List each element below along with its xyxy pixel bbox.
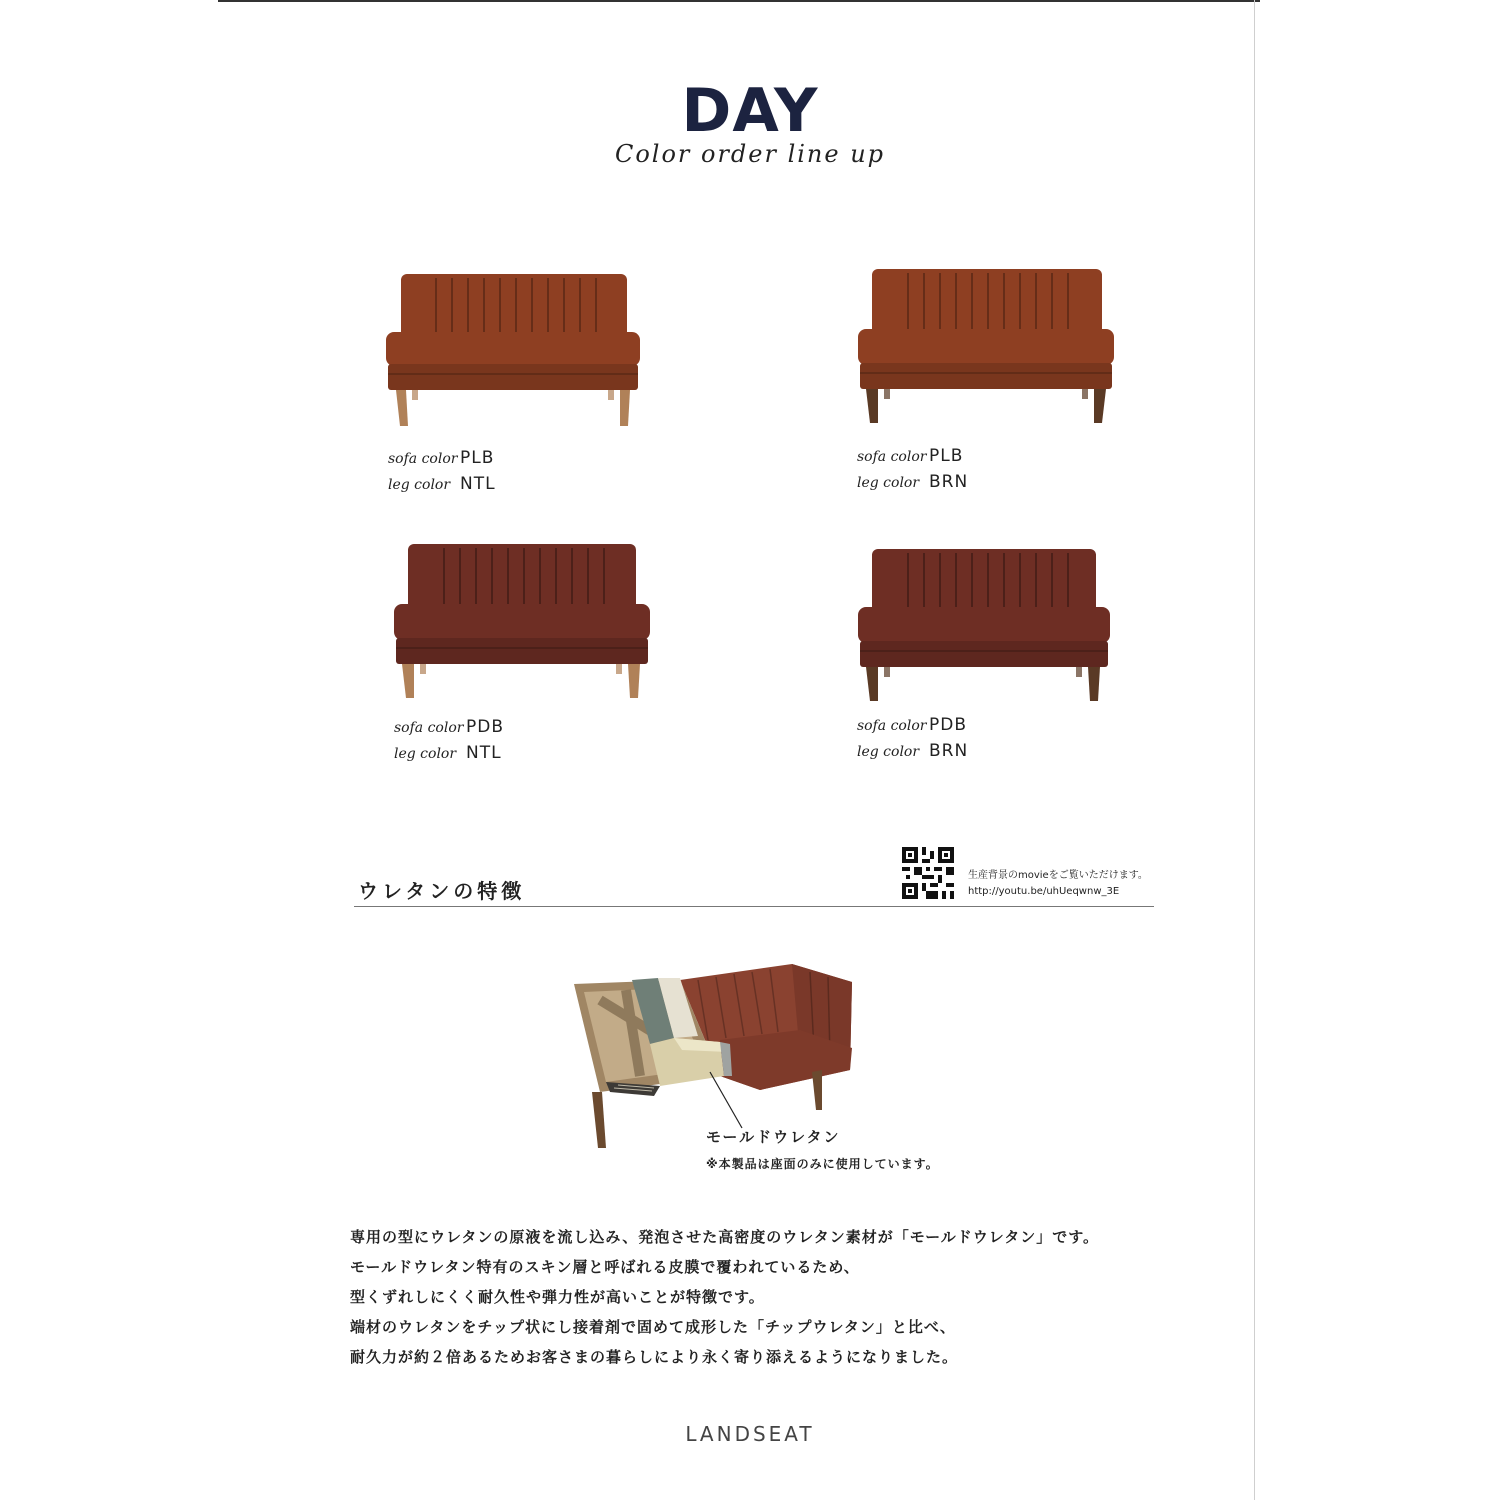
variant-caption <box>857 713 968 765</box>
sofa-image-plb-ntl <box>384 270 642 430</box>
description-line: 耐久力が約２倍あるためお客さまの暮らしにより永く寄り添えるようになりました。 <box>350 1348 959 1366</box>
callout-title: モールドウレタン <box>706 1128 841 1146</box>
variant-caption <box>394 715 504 767</box>
leg-color-value: NTL <box>466 743 502 763</box>
sofa-color-label: sofa color <box>857 449 927 465</box>
qr-caption: 生産背景のmovieをご覧いただけます。 <box>968 870 1148 881</box>
leg-color-value: BRN <box>929 472 969 492</box>
leg-color-label: leg color <box>857 475 920 491</box>
qr-caption-block <box>968 868 1148 900</box>
sofa-color-value: PDB <box>466 717 505 737</box>
callout-note: ※本製品は座面のみに使用しています。 <box>706 1157 939 1171</box>
description-line: 端材のウレタンをチップ状にし接着剤で固めて成形した「チップウレタン」と比べ、 <box>350 1318 956 1336</box>
top-rule <box>218 0 1260 2</box>
page-subtitle: Color order line up <box>614 140 886 168</box>
sofa-image-pdb-ntl <box>392 540 652 702</box>
leg-color-label: leg color <box>394 746 457 762</box>
sofa-color-label: sofa color <box>394 720 464 736</box>
description-line: モールドウレタン特有のスキン層と呼ばれる皮膜で覆われているため、 <box>350 1258 860 1276</box>
page-title: DAY <box>681 76 819 146</box>
sofa-color-value: PLB <box>929 446 964 466</box>
sofa-color-value: PLB <box>460 448 495 468</box>
leg-color-label: leg color <box>857 744 920 760</box>
sofa-color-value: PDB <box>929 715 968 735</box>
sofa-color-label: sofa color <box>857 718 927 734</box>
description-line: 型くずれしにくく耐久性や弾力性が高いことが特徴です。 <box>350 1288 765 1306</box>
qr-url-link[interactable]: http://youtu.be/uhUeqwnw_3E <box>968 886 1120 897</box>
section-heading: ウレタンの特徴 <box>358 879 526 903</box>
brand-footer: LANDSEAT <box>685 1422 815 1446</box>
variant-caption <box>388 446 496 498</box>
page-edge-rule <box>1254 0 1255 1500</box>
sofa-color-label: sofa color <box>388 451 458 467</box>
sofa-image-plb-brn <box>856 265 1116 427</box>
leg-color-value: BRN <box>929 741 969 761</box>
description-line: 専用の型にウレタンの原液を流し込み、発泡させた高密度のウレタン素材が「モールドウレタン」です。 <box>350 1228 1100 1246</box>
description-paragraph <box>350 1222 1170 1372</box>
section-divider <box>354 906 1154 907</box>
leg-color-value: NTL <box>460 474 496 494</box>
variant-caption <box>857 444 968 496</box>
leg-color-label: leg color <box>388 477 451 493</box>
sofa-image-pdb-brn <box>856 545 1112 705</box>
qr-code-icon[interactable] <box>902 847 954 899</box>
urethane-cutaway-diagram <box>570 960 860 1150</box>
